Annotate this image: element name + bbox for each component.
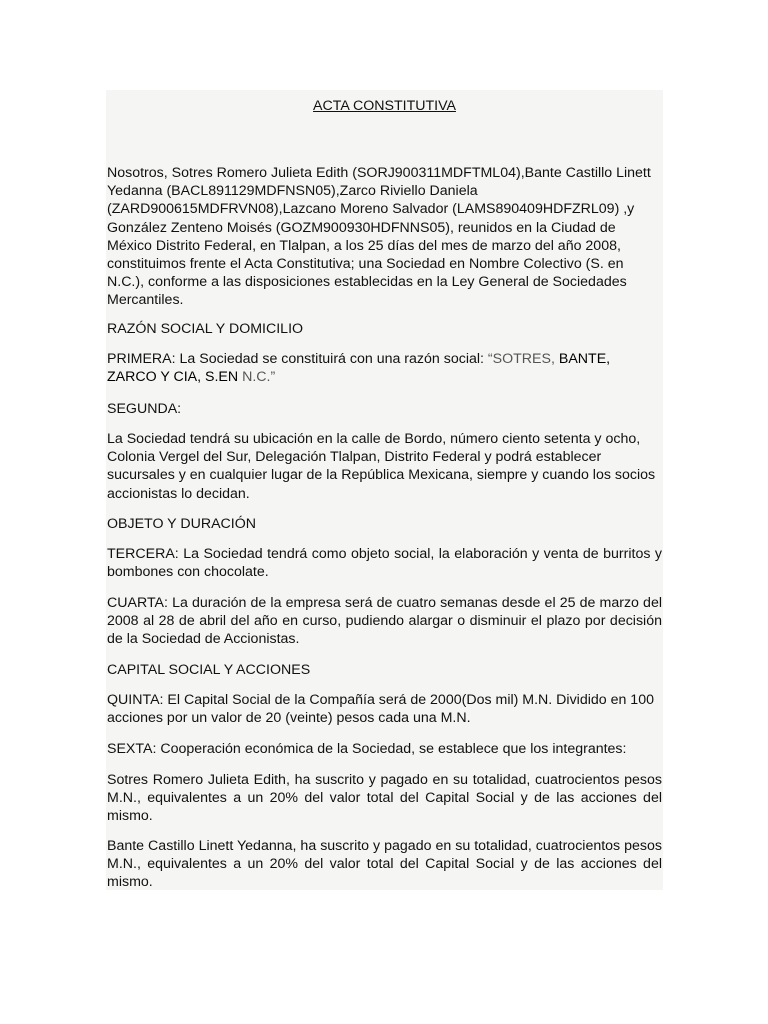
primera-text: PRIMERA: La Sociedad se constituirá con una razón social: (107, 351, 488, 367)
intro-paragraph: Nosotros, Sotres Romero Julieta Edith (SORJ900311MDFTML04),Bante Castillo Linett Yedanna (BACL891129MDFNSN05),Zarco Riviello Daniela (ZARD900615MDFRVN08),Lazcano Moreno Salvador (LAMS890409HDFZRL09) ,y González Zenteno Moisés (GOZM900930HDFNNS05), reunidos en la Ciudad de México Distrito Federal, en Tlalpan, a los 25 días del mes de marzo del año 2008, constituimos frente el Acta Constitutiva; una Sociedad en Nombre Colectivo (S. en N.C.), conforme a las disposiciones establecidas en la Ley General de Sociedades Mercantiles. (107, 165, 651, 309)
clause-sexta: SEXTA: Cooperación económica de la Sociedad, se establece que los integrantes: (107, 741, 627, 757)
section-heading-objeto: OBJETO Y DURACIÓN (107, 516, 257, 532)
primera-company-name: BANTE, ZARCO Y CIA, S.EN (107, 351, 611, 386)
partner-sotres-paragraph: Sotres Romero Julieta Edith, ha suscrito y pagado en su totalidad, cuatrocientos pesos M.N., equivalentes a un 20% del valor total del Capital Social y de las acciones del mismo. (107, 772, 662, 825)
clause-segunda-text: La Sociedad tendrá su ubicación en la calle de Bordo, número ciento setenta y ocho, Colonia Vergel del Sur, Delegación Tlalpan, Distrito Federal y podrá establecer sucursales y en cualquier lugar de la República Mexicana, siempre y cuando los socios accionistas lo decidan. (107, 431, 656, 502)
clause-segunda-label: SEGUNDA: (107, 401, 182, 417)
clause-tercera: TERCERA: La Sociedad tendrá como objeto social, la elaboración y venta de burritos y bombones con chocolate. (107, 546, 662, 581)
primera-quote-open: “SOTRES, (487, 351, 559, 367)
section-heading-capital: CAPITAL SOCIAL Y ACCIONES (107, 662, 311, 678)
section-heading-razon: RAZÓN SOCIAL Y DOMICILIO (107, 321, 304, 337)
clause-cuarta: CUARTA: La duración de la empresa será de cuatro semanas desde el 25 de marzo del 2008 al 28 de abril del año en curso, pudiendo alargar o disminuir el plazo por decisión de la Sociedad de Accionistas. (107, 595, 662, 648)
clause-primera (107, 350, 662, 386)
partner-bante-paragraph: Bante Castillo Linett Yedanna, ha suscrito y pagado en su totalidad, cuatrocientos pesos M.N., equivalentes a un 20% del valor total del Capital Social y de las acciones del mismo. (107, 838, 662, 891)
primera-quote-close: N.C.” (242, 369, 276, 386)
document-title: ACTA CONSTITUTIVA (313, 98, 456, 114)
clause-quinta: QUINTA: El Capital Social de la Compañía será de 2000(Dos mil) M.N. Dividido en 100 acciones por un valor de 20 (veinte) pesos cada una M.N. (107, 692, 654, 727)
